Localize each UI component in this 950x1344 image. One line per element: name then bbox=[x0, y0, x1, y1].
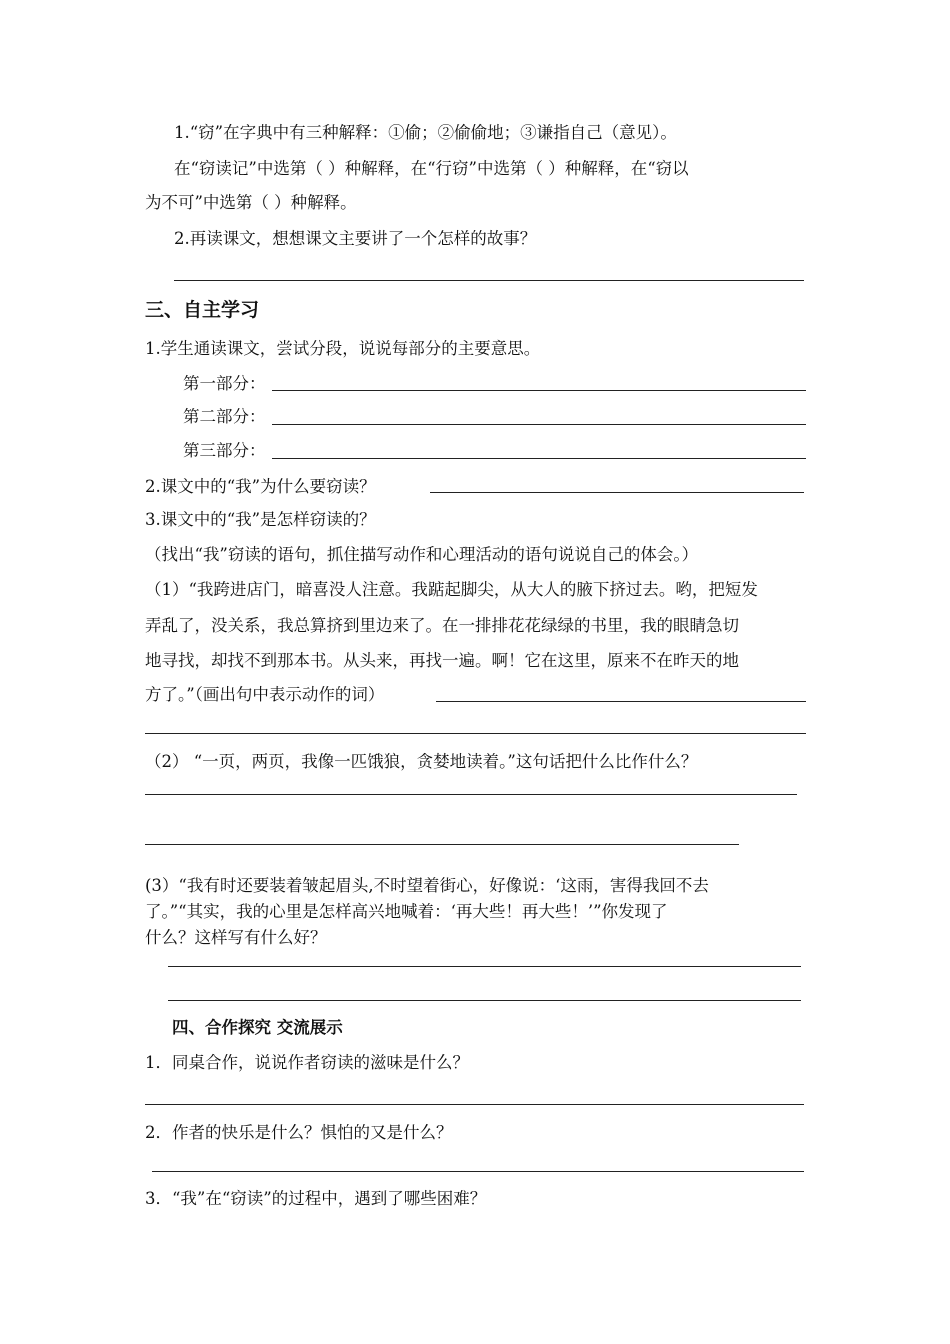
part3-label: 第三部分： bbox=[183, 441, 266, 460]
passage3-question: 什么？这样写有什么好？ bbox=[145, 928, 327, 947]
passage1-line: （1）“我跨进店门，暗喜没人注意。我踮起脚尖，从大人的腋下挤过去。哟，把短发 bbox=[145, 580, 758, 599]
s4-q2-question: 2．作者的快乐是什么？惧怕的又是什么？ bbox=[145, 1123, 453, 1142]
s4-q1-answer-line[interactable] bbox=[145, 1104, 804, 1105]
part1-label: 第一部分： bbox=[183, 374, 266, 393]
s4-q1-question: 1．同桌合作，说说作者窃读的滋味是什么？ bbox=[145, 1053, 469, 1072]
passage1-instruction: 方了。”（画出句中表示动作的词） bbox=[145, 685, 385, 704]
q1-choice-line-cont: 为不可”中选第（ ）种解释。 bbox=[145, 193, 357, 212]
passage2-question: （2） “一页，两页，我像一匹饿狼，贪婪地读着。”这句话把什么比作什么？ bbox=[145, 752, 698, 771]
passage3-answer-line[interactable] bbox=[168, 1000, 801, 1001]
q1-choice-line: 在“窃读记”中选第（ ）种解释，在“行窃”中选第（ ）种解释，在“窃以 bbox=[174, 159, 689, 178]
s3-q2-answer-line[interactable] bbox=[430, 492, 804, 493]
passage3-line: (3）“我有时还要装着皱起眉头,不时望着街心，好像说：‘这雨，害得我回不去 bbox=[145, 876, 709, 895]
s4-q2-answer-line[interactable] bbox=[152, 1171, 804, 1172]
passage2-answer-line[interactable] bbox=[145, 844, 739, 845]
s4-q3-question: 3．“我”在“窃读”的过程中，遇到了哪些困难？ bbox=[145, 1189, 487, 1208]
q2-question: 2.再读课文，想想课文主要讲了一个怎样的故事？ bbox=[174, 229, 537, 248]
passage2-answer-line[interactable] bbox=[145, 794, 797, 795]
s3-q3-question: 3.课文中的“我”是怎样窃读的？ bbox=[145, 510, 376, 529]
s3-q3-hint: （找出“我”窃读的语句，抓住描写动作和心理活动的语句说说自己的体会。） bbox=[145, 545, 699, 564]
passage1-answer-line[interactable] bbox=[436, 701, 806, 702]
passage1-answer-line[interactable] bbox=[145, 733, 806, 734]
s3-q1-question: 1.学生通读课文，尝试分段，说说每部分的主要意思。 bbox=[145, 339, 541, 358]
part2-answer-line[interactable] bbox=[272, 424, 806, 425]
passage1-line: 地寻找，却找不到那本书。从头来，再找一遍。啊！它在这里，原来不在昨天的地 bbox=[145, 651, 739, 670]
part1-answer-line[interactable] bbox=[272, 390, 806, 391]
part2-label: 第二部分： bbox=[183, 407, 266, 426]
answer-line[interactable] bbox=[174, 280, 804, 281]
section-heading-cooperation: 四、合作探究 交流展示 bbox=[172, 1018, 343, 1037]
passage3-line: 了。”“其实，我的心里是怎样高兴地喊着：‘再大些！再大些！’”你发现了 bbox=[145, 902, 668, 921]
q1-definition: 1.“窃”在字典中有三种解释：①偷；②偷偷地；③谦指自己（意见）。 bbox=[174, 123, 677, 142]
part3-answer-line[interactable] bbox=[272, 458, 806, 459]
s3-q2-question: 2.课文中的“我”为什么要窃读？ bbox=[145, 477, 376, 496]
section-heading-self-study: 三、自主学习 bbox=[145, 299, 260, 321]
passage1-line: 弄乱了，没关系，我总算挤到里边来了。在一排排花花绿绿的书里，我的眼睛急切 bbox=[145, 616, 739, 635]
passage3-answer-line[interactable] bbox=[168, 966, 801, 967]
